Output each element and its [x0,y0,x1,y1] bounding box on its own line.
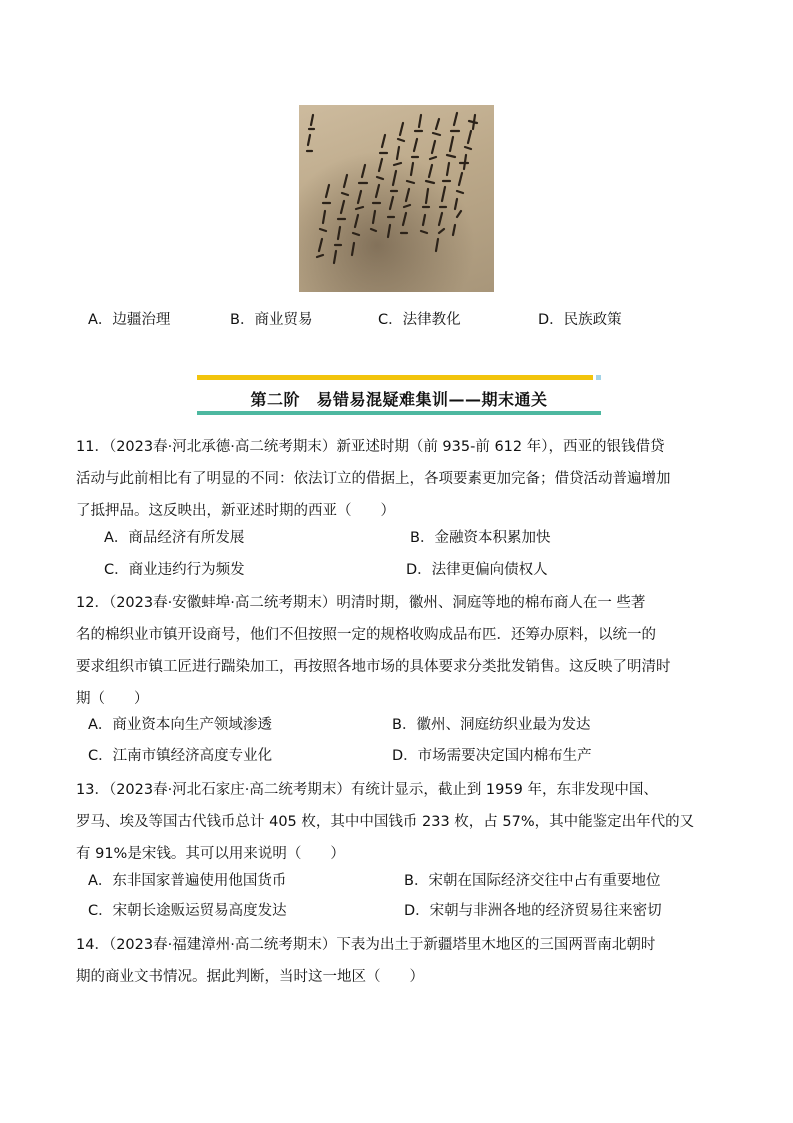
question-11-line-2: 活动与此前相比有了明显的不同：依法订立的借据上，各项要素更加完备；借贷活动普遍增加 [76,471,671,487]
question-13-option-c[interactable]: C．宋朝长途贩运贸易高度发达 [88,903,287,919]
question-14 [76,929,736,993]
question-11-option-b[interactable]: B．金融资本积累加快 [410,530,551,546]
banner-corner-square [596,375,601,380]
manuscript-photo [299,105,494,292]
question-13-option-b[interactable]: B．宋朝在国际经济交往中占有重要地位 [404,873,661,889]
prev-option-b[interactable]: B．商业贸易 [230,312,313,328]
question-11-line-3: 了抵押品。这反映出，新亚述时期的西亚（ ） [76,503,395,519]
section-banner [197,375,601,415]
question-12 [76,587,736,715]
question-12-line-4: 期（ ） [76,691,149,707]
banner-top-rule [197,375,593,380]
question-13-line-1: 13．（2023春·河北石家庄·高二统考期末）有统计显示，截止到 1959 年，东非发现中国、 [76,782,658,798]
question-13 [76,774,736,870]
question-13-line-2: 罗马、埃及等国古代钱币总计 405 枚，其中中国钱币 233 枚，占 57%，其中能鉴定出年代的又 [76,814,695,830]
question-14-line-1: 14．（2023春·福建漳州·高二统考期末）下表为出土于新疆塔里木地区的三国两晋南北朝时 [76,937,656,953]
question-13-line-3: 有 91%是宋钱。其可以用来说明（ ） [76,846,345,862]
prev-option-d[interactable]: D．民族政策 [538,312,622,328]
question-12-line-1: 12．（2023春·安徽蚌埠·高二统考期末）明清时期，徽州、洞庭等地的棉布商人在一 些著 [76,595,646,611]
question-12-option-d[interactable]: D．市场需要决定国内棉布生产 [392,748,592,764]
question-13-option-a[interactable]: A．东非国家普遍使用他国货币 [88,873,287,889]
question-11 [76,431,736,527]
question-12-option-a[interactable]: A．商业资本向生产领域渗透 [88,717,272,733]
section-title: 第二阶 易错易混疑难集训——期末通关 [250,390,548,409]
question-11-option-d[interactable]: D．法律更偏向债权人 [406,562,548,578]
prev-option-a[interactable]: A．边疆治理 [88,312,171,328]
manuscript-strokes [299,105,494,292]
question-12-option-c[interactable]: C．江南市镇经济高度专业化 [88,748,273,764]
question-11-option-c[interactable]: C．商业违约行为频发 [104,562,245,578]
question-12-line-2: 名的棉织业市镇开设商号，他们不但按照一定的规格收购成品布匹．还筹办原料，以统一的 [76,627,656,643]
prev-option-c[interactable]: C．法律教化 [378,312,461,328]
question-11-option-a[interactable]: A．商品经济有所发展 [104,530,245,546]
prev-question-options [88,308,748,332]
question-14-line-2: 期的商业文书情况。据此判断，当时这一地区（ ） [76,969,424,985]
question-11-line-1: 11．（2023春·河北承德·高二统考期末）新亚述时期（前 935-前 612 年），西亚的银钱借贷 [76,439,665,455]
question-12-line-3: 要求组织市镇工匠进行踹染加工，再按照各地市场的具体要求分类批发销售。这反映了明清时 [76,659,671,675]
question-13-option-d[interactable]: D．宋朝与非洲各地的经济贸易往来密切 [404,903,662,919]
question-12-option-b[interactable]: B．徽州、洞庭纺织业最为发达 [392,717,591,733]
banner-bottom-rule [197,411,601,415]
